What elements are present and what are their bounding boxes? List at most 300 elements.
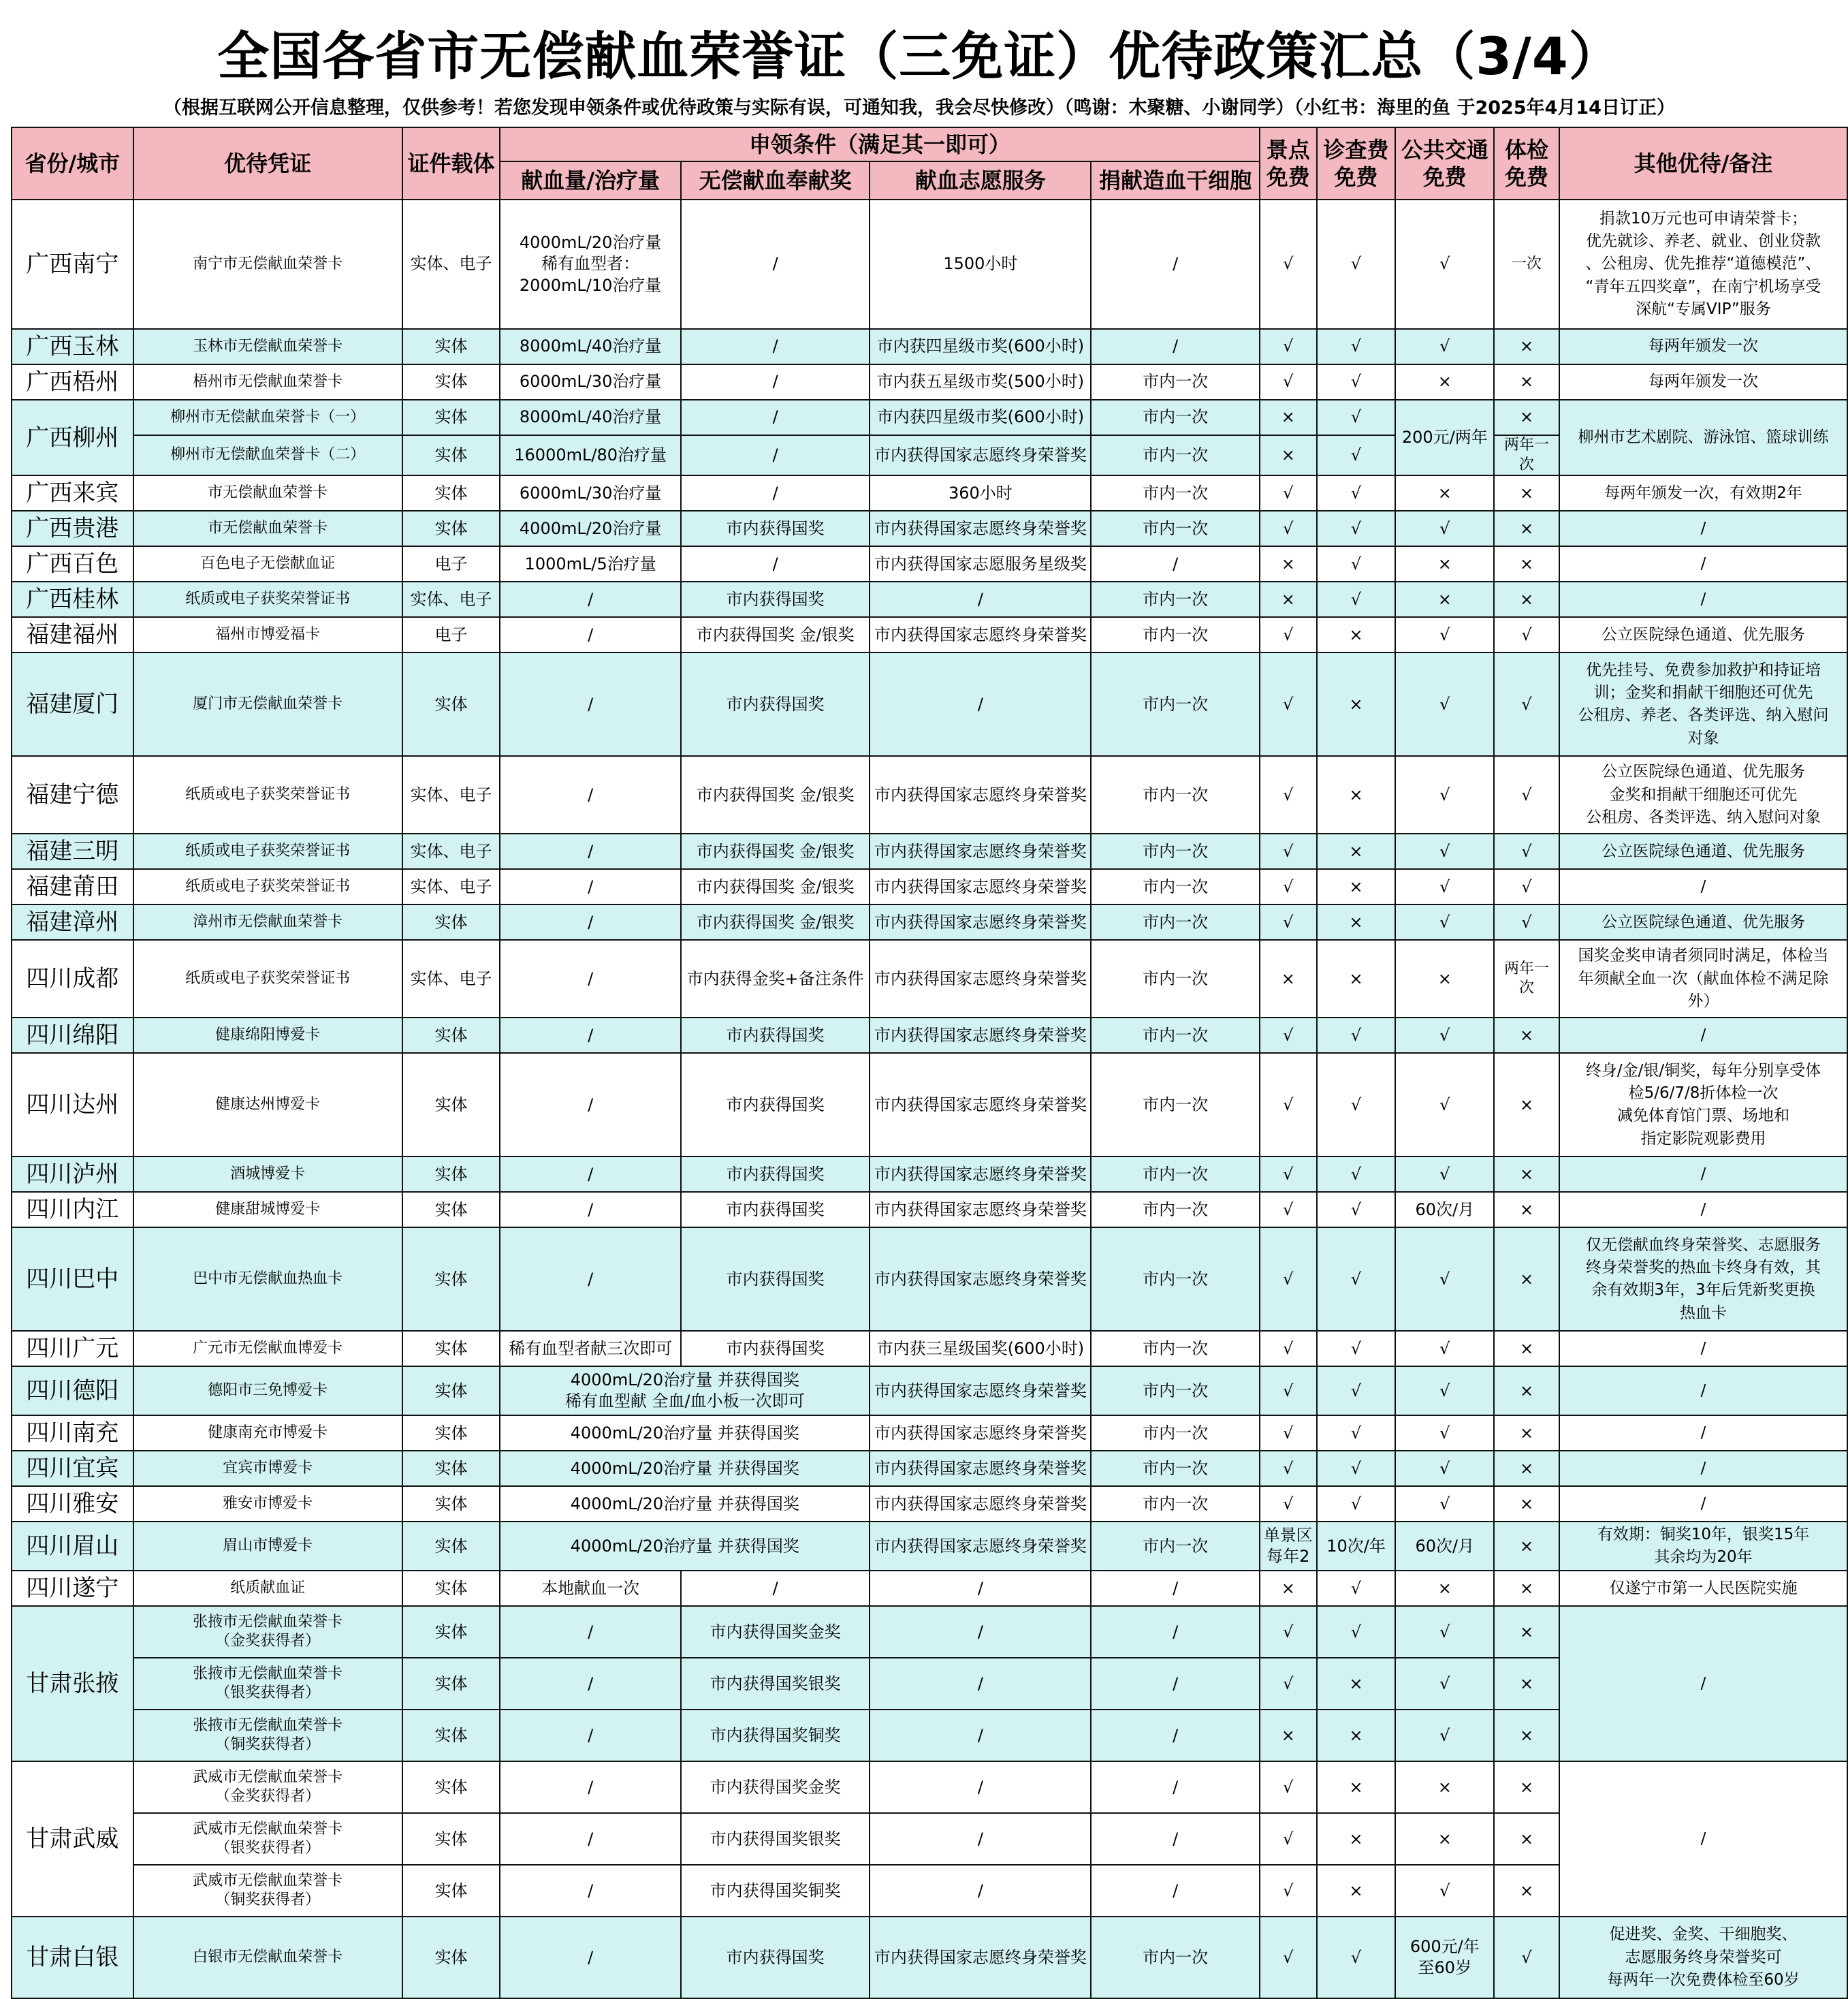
cell-transit: × bbox=[1395, 940, 1494, 1018]
cell-transit: √ bbox=[1395, 756, 1494, 834]
cell-voucher: 玉林市无偿献血荣誉卡 bbox=[133, 329, 402, 364]
cell-blood-amount: / bbox=[500, 756, 681, 834]
cell-clinic: √ bbox=[1317, 435, 1396, 475]
cell-voucher: 健康南充市博爱卡 bbox=[133, 1415, 402, 1451]
cell-other: 捐款10万元也可申请荣誉卡； 优先就诊、养老、就业、创业贷款 、公租房、优先推荐“道德模范”、 “青年五四奖章”，在南宁机场享受 深航“专属VIP”服务 bbox=[1559, 200, 1847, 329]
cell-transit: × bbox=[1395, 1761, 1494, 1813]
cell-clinic: √ bbox=[1317, 1606, 1396, 1658]
cell-carrier: 实体 bbox=[402, 1018, 500, 1053]
cell-volunteer: / bbox=[870, 1658, 1091, 1710]
cell-checkup: × bbox=[1494, 1053, 1559, 1156]
cell-award: 市内获得国奖金奖 bbox=[681, 1761, 870, 1813]
cell-scenic: √ bbox=[1260, 904, 1317, 940]
cell-transit: √ bbox=[1395, 1865, 1494, 1917]
cell-award: / bbox=[681, 1571, 870, 1606]
cell-voucher: 酒城博爱卡 bbox=[133, 1156, 402, 1192]
cell-blood-amount: 稀有血型者献三次即可 bbox=[500, 1331, 681, 1366]
cell-scenic: √ bbox=[1260, 834, 1317, 869]
table-row bbox=[12, 1366, 1847, 1415]
cell-checkup: √ bbox=[1494, 617, 1559, 652]
cell-award: / bbox=[681, 435, 870, 475]
cell-carrier: 实体 bbox=[402, 329, 500, 364]
cell-blood-amount: 8000mL/40治疗量 bbox=[500, 329, 681, 364]
table-row bbox=[12, 940, 1847, 1018]
cell-blood-amount: 4000mL/20治疗量 并获得国奖 稀有血型献 全血/血小板一次即可 bbox=[500, 1366, 870, 1415]
cell-carrier: 电子 bbox=[402, 617, 500, 652]
cell-scenic: × bbox=[1260, 546, 1317, 582]
cell-award: 市内获得国奖 金/银奖 bbox=[681, 869, 870, 904]
cell-province: 广西梧州 bbox=[12, 364, 133, 400]
cell-carrier: 实体 bbox=[402, 1331, 500, 1366]
cell-stem-cell: 市内一次 bbox=[1091, 1522, 1259, 1571]
cell-blood-amount: / bbox=[500, 582, 681, 617]
cell-transit: 60次/月 bbox=[1395, 1192, 1494, 1227]
cell-province: 四川绵阳 bbox=[12, 1018, 133, 1053]
cell-checkup: × bbox=[1494, 1606, 1559, 1658]
cell-stem-cell: / bbox=[1091, 1710, 1259, 1761]
cell-transit: √ bbox=[1395, 200, 1494, 329]
cell-transit: √ bbox=[1395, 1451, 1494, 1486]
table-row bbox=[12, 1415, 1847, 1451]
cell-other: 有效期：铜奖10年，银奖15年 其余均为20年 bbox=[1559, 1522, 1847, 1571]
cell-province: 四川成都 bbox=[12, 940, 133, 1018]
cell-voucher: 武威市无偿献血荣誉卡 （银奖获得者） bbox=[133, 1813, 402, 1865]
cell-award: / bbox=[681, 400, 870, 435]
cell-checkup: × bbox=[1494, 1331, 1559, 1366]
cell-volunteer: 市内获得国家志愿终身荣誉奖 bbox=[870, 617, 1091, 652]
cell-voucher: 白银市无偿献血荣誉卡 bbox=[133, 1917, 402, 1998]
cell-voucher: 南宁市无偿献血荣誉卡 bbox=[133, 200, 402, 329]
header-transit: 公共交通免费 bbox=[1395, 127, 1494, 200]
cell-scenic: √ bbox=[1260, 1486, 1317, 1522]
cell-award: 市内获得国奖 金/银奖 bbox=[681, 904, 870, 940]
cell-scenic: √ bbox=[1260, 329, 1317, 364]
cell-carrier: 实体 bbox=[402, 1451, 500, 1486]
cell-scenic: √ bbox=[1260, 1366, 1317, 1415]
cell-award: 市内获得国奖 bbox=[681, 1227, 870, 1331]
cell-voucher: 梧州市无偿献血荣誉卡 bbox=[133, 364, 402, 400]
header-carrier: 证件载体 bbox=[402, 127, 500, 200]
table-row bbox=[12, 364, 1847, 400]
cell-blood-amount: / bbox=[500, 1018, 681, 1053]
cell-volunteer: 市内获四星级市奖(600小时) bbox=[870, 400, 1091, 435]
cell-other: / bbox=[1559, 582, 1847, 617]
cell-checkup: × bbox=[1494, 1813, 1559, 1865]
cell-carrier: 实体 bbox=[402, 1606, 500, 1658]
cell-volunteer: 市内获得国家志愿终身荣誉奖 bbox=[870, 1366, 1091, 1415]
cell-carrier: 实体 bbox=[402, 475, 500, 511]
cell-voucher: 健康达州博爱卡 bbox=[133, 1053, 402, 1156]
cell-checkup: × bbox=[1494, 1192, 1559, 1227]
cell-stem-cell: / bbox=[1091, 329, 1259, 364]
cell-scenic: √ bbox=[1260, 1415, 1317, 1451]
cell-volunteer: 市内获三星级国奖(600小时) bbox=[870, 1331, 1091, 1366]
cell-voucher: 福州市博爱福卡 bbox=[133, 617, 402, 652]
header-volunteer: 献血志愿服务 bbox=[870, 161, 1091, 200]
cell-checkup: √ bbox=[1494, 834, 1559, 869]
cell-scenic: √ bbox=[1260, 617, 1317, 652]
cell-stem-cell: 市内一次 bbox=[1091, 364, 1259, 400]
cell-stem-cell: 市内一次 bbox=[1091, 1192, 1259, 1227]
cell-province: 广西南宁 bbox=[12, 200, 133, 329]
cell-carrier: 实体 bbox=[402, 1366, 500, 1415]
cell-checkup: × bbox=[1494, 1761, 1559, 1813]
cell-province: 甘肃白银 bbox=[12, 1917, 133, 1998]
cell-carrier: 实体 bbox=[402, 1053, 500, 1156]
cell-province: 四川巴中 bbox=[12, 1227, 133, 1331]
cell-scenic: × bbox=[1260, 1571, 1317, 1606]
cell-stem-cell: / bbox=[1091, 1761, 1259, 1813]
cell-carrier: 电子 bbox=[402, 546, 500, 582]
cell-checkup: × bbox=[1494, 1522, 1559, 1571]
cell-clinic: × bbox=[1317, 904, 1396, 940]
cell-other: 公立医院绿色通道、优先服务 金奖和捐献干细胞还可优先 公租房、各类评选、纳入慰问对象 bbox=[1559, 756, 1847, 834]
cell-stem-cell: / bbox=[1091, 1813, 1259, 1865]
cell-blood-amount: / bbox=[500, 1761, 681, 1813]
cell-scenic: √ bbox=[1260, 200, 1317, 329]
cell-blood-amount: / bbox=[500, 1865, 681, 1917]
cell-scenic: √ bbox=[1260, 1865, 1317, 1917]
cell-transit: √ bbox=[1395, 652, 1494, 756]
header-row-1 bbox=[12, 127, 1847, 161]
cell-province: 广西来宾 bbox=[12, 475, 133, 511]
cell-other: 柳州市艺术剧院、游泳馆、篮球训练 bbox=[1559, 400, 1847, 475]
cell-transit: √ bbox=[1395, 1658, 1494, 1710]
header-award: 无偿献血奉献奖 bbox=[681, 161, 870, 200]
cell-stem-cell: / bbox=[1091, 546, 1259, 582]
cell-volunteer: 市内获得国家志愿终身荣誉奖 bbox=[870, 1018, 1091, 1053]
table-body bbox=[12, 127, 1847, 1998]
cell-stem-cell: 市内一次 bbox=[1091, 1227, 1259, 1331]
cell-clinic: √ bbox=[1317, 475, 1396, 511]
cell-award: 市内获得国奖铜奖 bbox=[681, 1710, 870, 1761]
cell-carrier: 实体 bbox=[402, 1917, 500, 1998]
cell-stem-cell: / bbox=[1091, 1865, 1259, 1917]
cell-province: 广西柳州 bbox=[12, 400, 133, 475]
cell-transit: × bbox=[1395, 1571, 1494, 1606]
cell-blood-amount: / bbox=[500, 1917, 681, 1998]
cell-award: 市内获得国奖 金/银奖 bbox=[681, 617, 870, 652]
cell-award: 市内获得国奖 bbox=[681, 1917, 870, 1998]
cell-other: / bbox=[1559, 1761, 1847, 1917]
cell-award: 市内获得国奖 bbox=[681, 652, 870, 756]
cell-clinic: √ bbox=[1317, 1917, 1396, 1998]
cell-transit: √ bbox=[1395, 1227, 1494, 1331]
table-row bbox=[12, 475, 1847, 511]
table-row bbox=[12, 1192, 1847, 1227]
cell-transit: 600元/年 至60岁 bbox=[1395, 1917, 1494, 1998]
cell-clinic: × bbox=[1317, 652, 1396, 756]
cell-carrier: 实体、电子 bbox=[402, 756, 500, 834]
cell-carrier: 实体 bbox=[402, 1571, 500, 1606]
cell-province: 四川南充 bbox=[12, 1415, 133, 1451]
cell-checkup: √ bbox=[1494, 904, 1559, 940]
cell-blood-amount: 4000mL/20治疗量 稀有血型者： 2000mL/10治疗量 bbox=[500, 200, 681, 329]
cell-province: 四川遂宁 bbox=[12, 1571, 133, 1606]
cell-scenic: × bbox=[1260, 1710, 1317, 1761]
cell-voucher: 纸质献血证 bbox=[133, 1571, 402, 1606]
cell-award: 市内获得国奖 bbox=[681, 1156, 870, 1192]
cell-province: 广西贵港 bbox=[12, 511, 133, 546]
cell-blood-amount: 本地献血一次 bbox=[500, 1571, 681, 1606]
cell-clinic: √ bbox=[1317, 200, 1396, 329]
cell-stem-cell: 市内一次 bbox=[1091, 756, 1259, 834]
cell-checkup: × bbox=[1494, 1451, 1559, 1486]
table-row bbox=[12, 1227, 1847, 1331]
cell-scenic: √ bbox=[1260, 652, 1317, 756]
cell-carrier: 实体 bbox=[402, 400, 500, 435]
cell-checkup: × bbox=[1494, 1658, 1559, 1710]
cell-carrier: 实体 bbox=[402, 435, 500, 475]
header-other: 其他优待/备注 bbox=[1559, 127, 1847, 200]
cell-volunteer: 市内获五星级市奖(500小时) bbox=[870, 364, 1091, 400]
table-row bbox=[12, 1571, 1847, 1606]
cell-other: 优先挂号、免费参加救护和持证培 训；金奖和捐献干细胞还可优先 公租房、养老、各类评选、纳入慰问 对象 bbox=[1559, 652, 1847, 756]
cell-carrier: 实体、电子 bbox=[402, 869, 500, 904]
cell-other: 国奖金奖申请者须同时满足，体检当 年须献全血一次（献血体检不满足除 外） bbox=[1559, 940, 1847, 1018]
cell-other: 终身/金/银/铜奖，每年分别享受体 检5/6/7/8折体检一次 减免体育馆门票、场地和 指定影院观影费用 bbox=[1559, 1053, 1847, 1156]
cell-clinic: × bbox=[1317, 617, 1396, 652]
table-row bbox=[12, 756, 1847, 834]
cell-transit: √ bbox=[1395, 1366, 1494, 1415]
cell-volunteer: 市内获得国家志愿终身荣誉奖 bbox=[870, 904, 1091, 940]
cell-clinic: √ bbox=[1317, 400, 1396, 435]
cell-award: 市内获得国奖 金/银奖 bbox=[681, 756, 870, 834]
cell-scenic: × bbox=[1260, 400, 1317, 435]
cell-scenic: × bbox=[1260, 940, 1317, 1018]
cell-other: 公立医院绿色通道、优先服务 bbox=[1559, 617, 1847, 652]
table-row bbox=[12, 1451, 1847, 1486]
cell-award: 市内获得国奖 bbox=[681, 511, 870, 546]
table-row bbox=[12, 329, 1847, 364]
cell-blood-amount: 4000mL/20治疗量 并获得国奖 bbox=[500, 1451, 870, 1486]
cell-award: 市内获得国奖银奖 bbox=[681, 1658, 870, 1710]
cell-transit: √ bbox=[1395, 511, 1494, 546]
cell-checkup: × bbox=[1494, 1227, 1559, 1331]
table-row bbox=[12, 511, 1847, 546]
cell-blood-amount: 6000mL/30治疗量 bbox=[500, 364, 681, 400]
cell-volunteer: 市内获得国家志愿终身荣誉奖 bbox=[870, 1451, 1091, 1486]
cell-award: 市内获得国奖 bbox=[681, 1192, 870, 1227]
cell-province: 福建漳州 bbox=[12, 904, 133, 940]
cell-stem-cell: / bbox=[1091, 1606, 1259, 1658]
cell-carrier: 实体、电子 bbox=[402, 834, 500, 869]
cell-clinic: × bbox=[1317, 1761, 1396, 1813]
cell-voucher: 张掖市无偿献血荣誉卡 （银奖获得者） bbox=[133, 1658, 402, 1710]
cell-checkup: × bbox=[1494, 400, 1559, 435]
cell-scenic: √ bbox=[1260, 1606, 1317, 1658]
header-blood-amount: 献血量/治疗量 bbox=[500, 161, 681, 200]
cell-clinic: 10次/年 bbox=[1317, 1522, 1396, 1571]
cell-transit: × bbox=[1395, 582, 1494, 617]
cell-clinic: × bbox=[1317, 869, 1396, 904]
table-row bbox=[12, 200, 1847, 329]
cell-checkup: × bbox=[1494, 582, 1559, 617]
cell-other: 公立医院绿色通道、优先服务 bbox=[1559, 834, 1847, 869]
table-row bbox=[12, 904, 1847, 940]
header-province: 省份/城市 bbox=[12, 127, 133, 200]
cell-blood-amount: / bbox=[500, 1710, 681, 1761]
cell-scenic: √ bbox=[1260, 1018, 1317, 1053]
cell-scenic: √ bbox=[1260, 1813, 1317, 1865]
cell-voucher: 健康绵阳博爱卡 bbox=[133, 1018, 402, 1053]
cell-volunteer: 市内获得国家志愿终身荣誉奖 bbox=[870, 834, 1091, 869]
cell-volunteer: / bbox=[870, 1865, 1091, 1917]
cell-clinic: √ bbox=[1317, 1227, 1396, 1331]
cell-voucher: 柳州市无偿献血荣誉卡（一） bbox=[133, 400, 402, 435]
cell-volunteer: 市内获得国家志愿终身荣誉奖 bbox=[870, 1053, 1091, 1156]
cell-checkup: √ bbox=[1494, 652, 1559, 756]
cell-voucher: 武威市无偿献血荣誉卡 （铜奖获得者） bbox=[133, 1865, 402, 1917]
cell-blood-amount: 1000mL/5治疗量 bbox=[500, 546, 681, 582]
cell-stem-cell: 市内一次 bbox=[1091, 1451, 1259, 1486]
table-row bbox=[12, 1053, 1847, 1156]
header-clinic: 诊查费免费 bbox=[1317, 127, 1396, 200]
cell-volunteer: 市内获得国家志愿终身荣誉奖 bbox=[870, 1192, 1091, 1227]
cell-province: 广西桂林 bbox=[12, 582, 133, 617]
cell-other: / bbox=[1559, 1156, 1847, 1192]
cell-award: / bbox=[681, 329, 870, 364]
table-row bbox=[12, 1761, 1847, 1813]
table-row bbox=[12, 869, 1847, 904]
cell-checkup: × bbox=[1494, 1156, 1559, 1192]
cell-clinic: × bbox=[1317, 834, 1396, 869]
cell-scenic: √ bbox=[1260, 1451, 1317, 1486]
cell-volunteer: / bbox=[870, 652, 1091, 756]
cell-award: 市内获得国奖 bbox=[681, 1331, 870, 1366]
cell-voucher: 张掖市无偿献血荣誉卡 （金奖获得者） bbox=[133, 1606, 402, 1658]
cell-stem-cell: 市内一次 bbox=[1091, 904, 1259, 940]
cell-voucher: 纸质或电子获奖荣誉证书 bbox=[133, 869, 402, 904]
cell-voucher: 纸质或电子获奖荣誉证书 bbox=[133, 756, 402, 834]
cell-checkup: × bbox=[1494, 546, 1559, 582]
cell-voucher: 纸质或电子获奖荣誉证书 bbox=[133, 834, 402, 869]
cell-stem-cell: 市内一次 bbox=[1091, 400, 1259, 435]
cell-province: 福建三明 bbox=[12, 834, 133, 869]
cell-carrier: 实体、电子 bbox=[402, 940, 500, 1018]
cell-blood-amount: / bbox=[500, 1156, 681, 1192]
cell-blood-amount: / bbox=[500, 1227, 681, 1331]
table-row bbox=[12, 1522, 1847, 1571]
cell-carrier: 实体 bbox=[402, 1486, 500, 1522]
cell-carrier: 实体 bbox=[402, 1522, 500, 1571]
cell-other: / bbox=[1559, 1192, 1847, 1227]
cell-volunteer: 市内获得国家志愿终身荣誉奖 bbox=[870, 756, 1091, 834]
cell-award: 市内获得国奖 bbox=[681, 1053, 870, 1156]
header-scenic: 景点免费 bbox=[1260, 127, 1317, 200]
cell-voucher: 厦门市无偿献血荣誉卡 bbox=[133, 652, 402, 756]
cell-voucher: 纸质或电子获奖荣誉证书 bbox=[133, 940, 402, 1018]
cell-transit: √ bbox=[1395, 1156, 1494, 1192]
cell-province: 四川雅安 bbox=[12, 1486, 133, 1522]
cell-transit: √ bbox=[1395, 1018, 1494, 1053]
cell-scenic: √ bbox=[1260, 1761, 1317, 1813]
cell-checkup: × bbox=[1494, 1366, 1559, 1415]
cell-award: 市内获得国奖 bbox=[681, 582, 870, 617]
cell-other: / bbox=[1559, 1018, 1847, 1053]
cell-transit: √ bbox=[1395, 1053, 1494, 1156]
cell-other: 公立医院绿色通道、优先服务 bbox=[1559, 904, 1847, 940]
cell-carrier: 实体 bbox=[402, 1192, 500, 1227]
table-row bbox=[12, 1156, 1847, 1192]
cell-other: / bbox=[1559, 1331, 1847, 1366]
cell-blood-amount: 4000mL/20治疗量 并获得国奖 bbox=[500, 1486, 870, 1522]
cell-clinic: √ bbox=[1317, 1192, 1396, 1227]
cell-checkup: 一次 bbox=[1494, 200, 1559, 329]
cell-clinic: √ bbox=[1317, 511, 1396, 546]
cell-blood-amount: 16000mL/80治疗量 bbox=[500, 435, 681, 475]
cell-volunteer: 1500小时 bbox=[870, 200, 1091, 329]
cell-voucher: 漳州市无偿献血荣誉卡 bbox=[133, 904, 402, 940]
cell-carrier: 实体 bbox=[402, 1415, 500, 1451]
table-row bbox=[12, 1606, 1847, 1658]
table-row bbox=[12, 1331, 1847, 1366]
cell-scenic: √ bbox=[1260, 1227, 1317, 1331]
cell-scenic: × bbox=[1260, 582, 1317, 617]
cell-carrier: 实体 bbox=[402, 1813, 500, 1865]
cell-scenic: √ bbox=[1260, 364, 1317, 400]
cell-clinic: √ bbox=[1317, 1053, 1396, 1156]
cell-volunteer: 市内获得国家志愿终身荣誉奖 bbox=[870, 511, 1091, 546]
cell-province: 广西百色 bbox=[12, 546, 133, 582]
cell-clinic: √ bbox=[1317, 1331, 1396, 1366]
cell-volunteer: 市内获得国家志愿终身荣誉奖 bbox=[870, 1415, 1091, 1451]
cell-other: / bbox=[1559, 1606, 1847, 1761]
cell-province: 四川眉山 bbox=[12, 1522, 133, 1571]
cell-scenic: √ bbox=[1260, 869, 1317, 904]
table-row bbox=[12, 1917, 1847, 1998]
cell-clinic: × bbox=[1317, 940, 1396, 1018]
cell-checkup: × bbox=[1494, 1018, 1559, 1053]
cell-blood-amount: / bbox=[500, 1658, 681, 1710]
cell-checkup: × bbox=[1494, 329, 1559, 364]
cell-stem-cell: 市内一次 bbox=[1091, 435, 1259, 475]
cell-blood-amount: / bbox=[500, 1192, 681, 1227]
cell-stem-cell: / bbox=[1091, 200, 1259, 329]
cell-transit: √ bbox=[1395, 1415, 1494, 1451]
cell-transit: √ bbox=[1395, 1331, 1494, 1366]
cell-voucher: 市无偿献血荣誉卡 bbox=[133, 475, 402, 511]
cell-checkup: × bbox=[1494, 1415, 1559, 1451]
table-row bbox=[12, 1486, 1847, 1522]
cell-province: 福建宁德 bbox=[12, 756, 133, 834]
cell-province: 四川宜宾 bbox=[12, 1451, 133, 1486]
cell-checkup: × bbox=[1494, 364, 1559, 400]
cell-province: 四川泸州 bbox=[12, 1156, 133, 1192]
cell-voucher: 张掖市无偿献血荣誉卡 （铜奖获得者） bbox=[133, 1710, 402, 1761]
cell-stem-cell: 市内一次 bbox=[1091, 869, 1259, 904]
cell-carrier: 实体 bbox=[402, 1865, 500, 1917]
cell-voucher: 宜宾市博爱卡 bbox=[133, 1451, 402, 1486]
cell-province: 四川广元 bbox=[12, 1331, 133, 1366]
cell-scenic: √ bbox=[1260, 1658, 1317, 1710]
cell-award: / bbox=[681, 546, 870, 582]
cell-carrier: 实体 bbox=[402, 652, 500, 756]
cell-clinic: √ bbox=[1317, 1366, 1396, 1415]
cell-checkup: √ bbox=[1494, 869, 1559, 904]
cell-volunteer: 市内获得国家志愿服务星级奖 bbox=[870, 546, 1091, 582]
cell-transit: × bbox=[1395, 546, 1494, 582]
cell-checkup: 两年一次 bbox=[1494, 940, 1559, 1018]
cell-stem-cell: 市内一次 bbox=[1091, 1486, 1259, 1522]
cell-other: 仅无偿献血终身荣誉奖、志愿服务 终身荣誉奖的热血卡终身有效，其 余有效期3年，3年后凭新奖更换 热血卡 bbox=[1559, 1227, 1847, 1331]
cell-volunteer: / bbox=[870, 1571, 1091, 1606]
cell-volunteer: 市内获得国家志愿终身荣誉奖 bbox=[870, 869, 1091, 904]
cell-stem-cell: 市内一次 bbox=[1091, 1917, 1259, 1998]
table-row bbox=[12, 400, 1847, 435]
cell-clinic: √ bbox=[1317, 1486, 1396, 1522]
cell-transit: 60次/月 bbox=[1395, 1522, 1494, 1571]
